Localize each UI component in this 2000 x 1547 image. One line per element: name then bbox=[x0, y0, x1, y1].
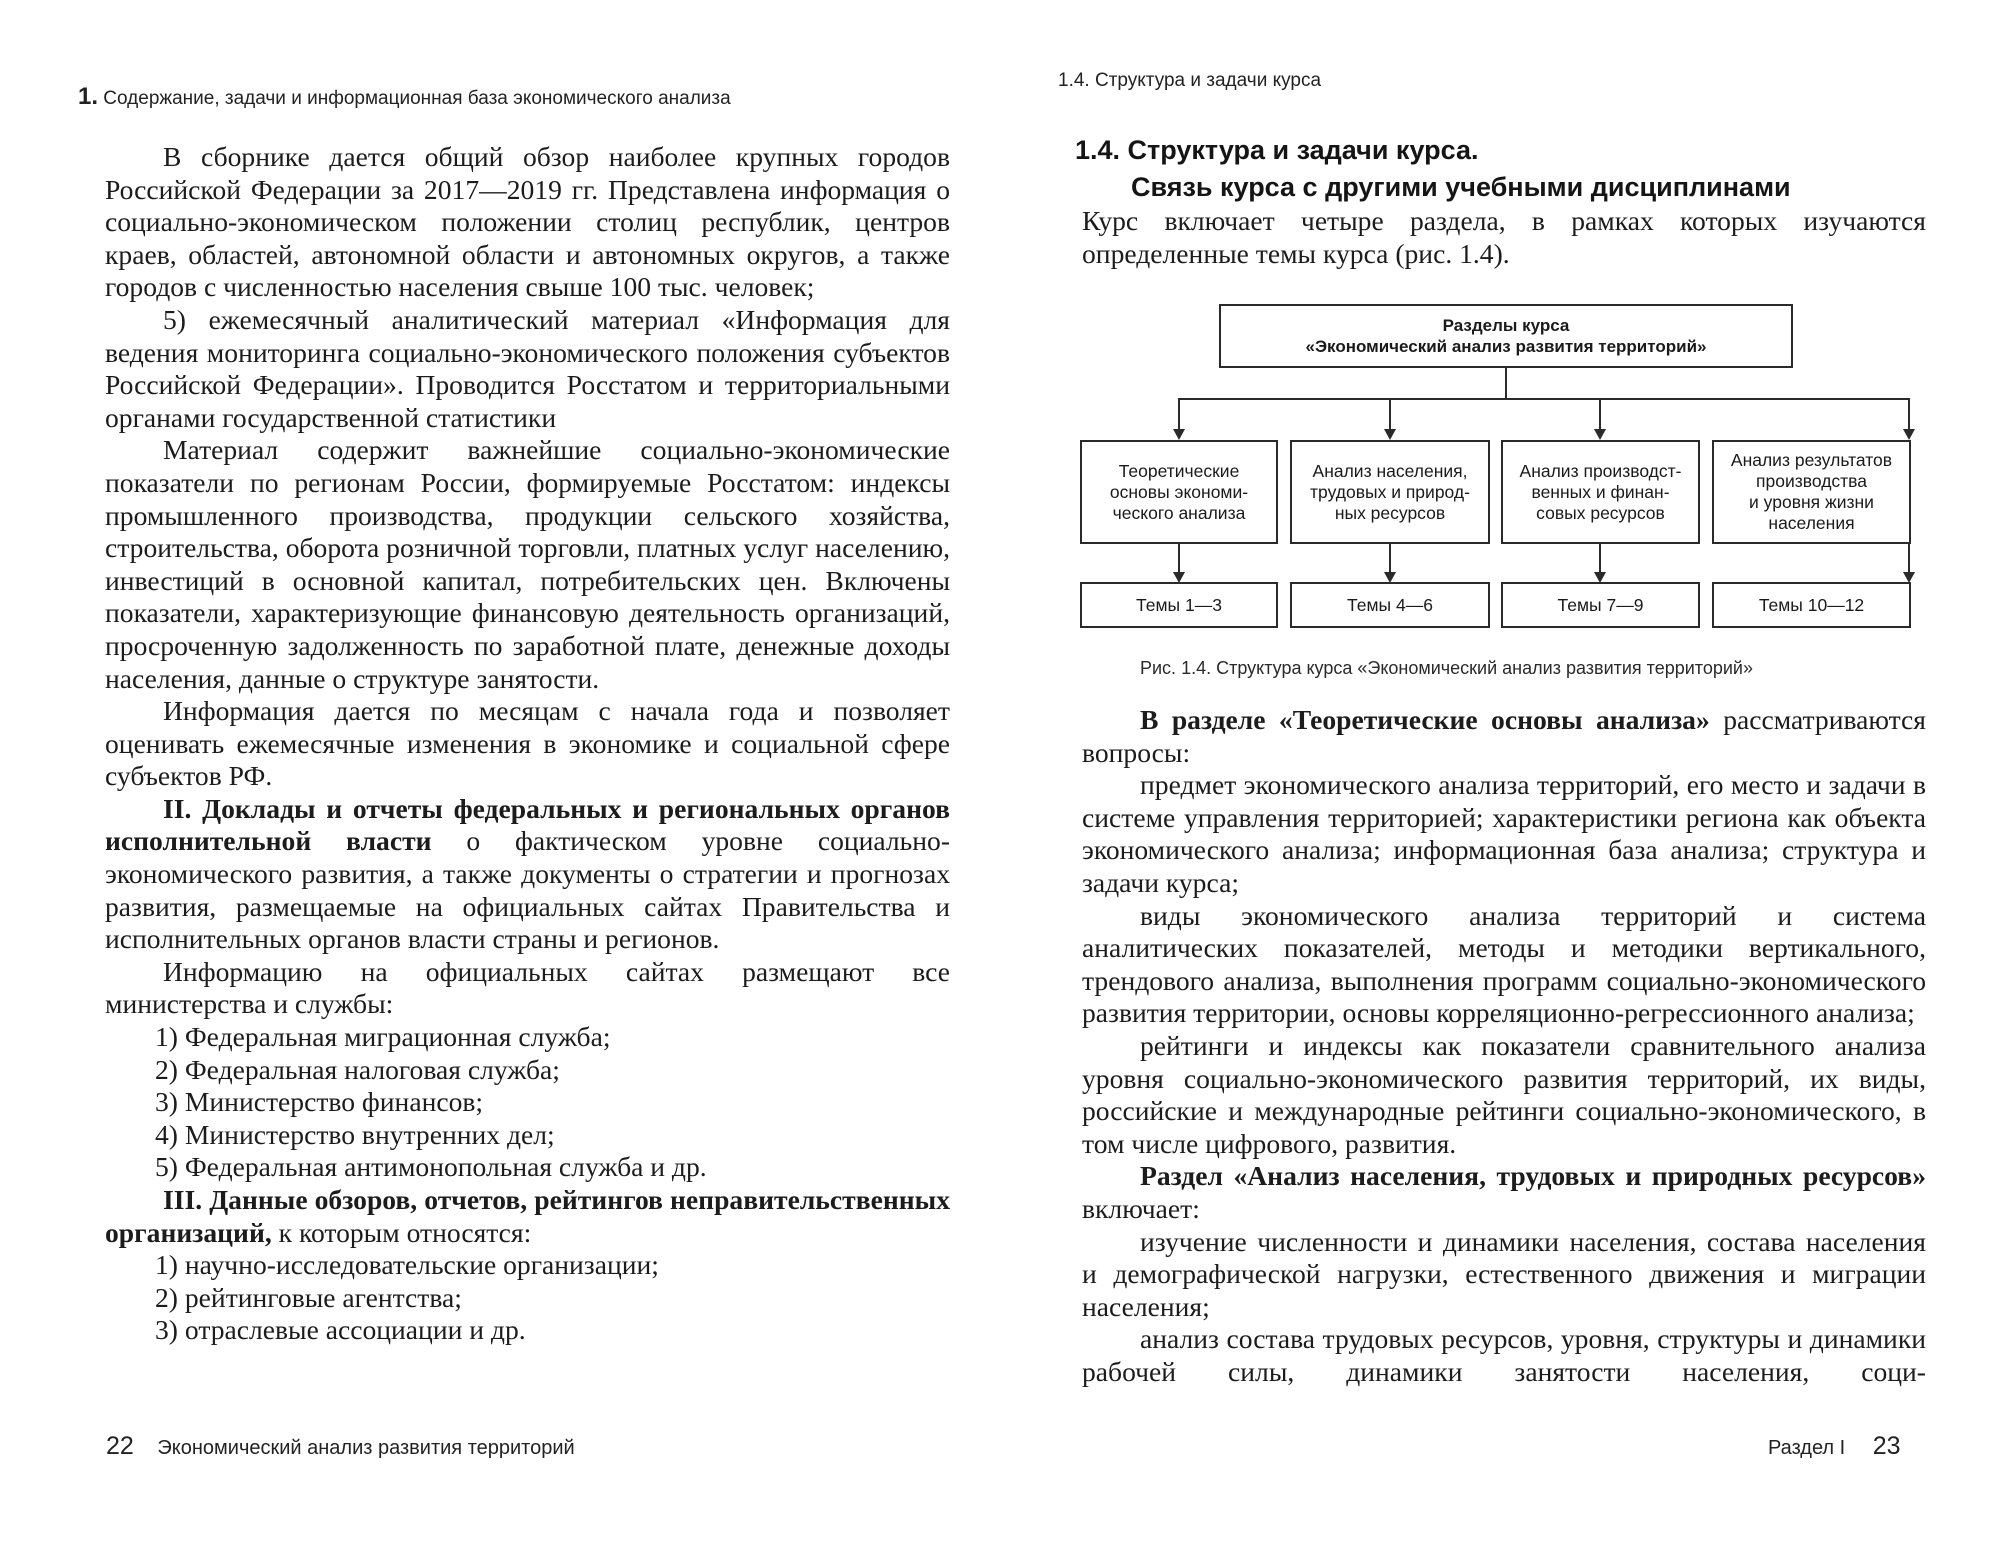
block-2-heading: Раздел «Анализ населения, трудовых и природных ресурсов» bbox=[1140, 1160, 1926, 1192]
arrow-down-icon bbox=[1384, 429, 1396, 440]
paragraph-section-2 bbox=[105, 793, 950, 956]
box-line: ных ресурсов bbox=[1334, 502, 1446, 523]
section-title-line-1: 1.4. Структура и задачи курса. bbox=[1075, 135, 1479, 165]
paragraph: предмет экономического анализа территорий, его место и задачи в системе управления территорией; характеристики региона как объекта экономического анализа; информационная база анализа; структура и задачи курса; bbox=[1082, 769, 1926, 898]
diagram-section-box bbox=[1290, 440, 1490, 544]
box-line: трудовых и природ- bbox=[1310, 481, 1470, 502]
arrow-down-icon bbox=[1594, 429, 1606, 440]
right-body-text bbox=[1082, 704, 1926, 1388]
diagram-topics-box: Темы 7—9 bbox=[1501, 582, 1700, 628]
block-2-text: включает: bbox=[1082, 1192, 1200, 1224]
box-line: населения bbox=[1768, 513, 1855, 533]
connector-line bbox=[1178, 544, 1180, 574]
paragraph: виды экономического анализа территорий и система аналитических показателей, методы и методики вертикального, трендового анализа, выполнения программ социально-экономического развития территории, основы корреляционно-регрессионного анализа; bbox=[1082, 899, 1926, 1029]
box-line: Анализ населения, bbox=[1312, 460, 1468, 481]
list-item: 2) Федеральная налоговая служба; bbox=[155, 1053, 560, 1085]
list-item: 3) отраслевые ассоциации и др. bbox=[155, 1314, 526, 1346]
box-line: производства bbox=[1756, 471, 1867, 491]
diagram-section-box bbox=[1080, 440, 1278, 544]
paragraph: Информация дается по месяцам с начала года и позволяет оценивать ежемесячные изменения в экономике и социальной сфере субъектов РФ. bbox=[105, 695, 950, 792]
paragraph: 5) ежемесячный аналитический материал «Информация для ведения мониторинга социально-экономического положения субъектов Российской Федерации». Проводится Росстатом и территориальными органами государственной статистики bbox=[105, 303, 950, 433]
list-item: 1) научно-исследовательские организации; bbox=[155, 1249, 659, 1281]
list-item: 4) Министерство внутренних дел; bbox=[155, 1118, 555, 1150]
paragraph: В сборнике дается общий обзор наиболее крупных городов Российской Федерации за 2017—2019 гг. Представлена информация о социально-экономическом положении столиц республик, центров краев, областей, автономной области и автономных округов, а также городов с численностью населения свыше 100 тыс. человек; bbox=[105, 141, 950, 303]
arrow-down-icon bbox=[1173, 429, 1185, 440]
page-number: 23 bbox=[1872, 1432, 1901, 1460]
diagram-root-box bbox=[1219, 304, 1793, 368]
page-number: 22 bbox=[106, 1432, 134, 1460]
block-1-text: рассматриваются вопросы: bbox=[1082, 704, 1926, 768]
box-line: Анализ результатов bbox=[1730, 450, 1893, 470]
running-head-chapter-title: Содержание, задачи и информационная база экономического анализа bbox=[103, 88, 731, 109]
figure-caption: Рис. 1.4. Структура курса «Экономический анализ развития территорий» bbox=[1140, 658, 1753, 678]
diagram-root-line-2: «Экономический анализ развития территорий» bbox=[1305, 337, 1707, 356]
box-line: и уровня жизни bbox=[1749, 492, 1874, 512]
part-label: Раздел I bbox=[1768, 1437, 1846, 1459]
book-title: Экономический анализ развития территорий bbox=[157, 1437, 575, 1459]
paragraph: изучение численности и динамики населения, состава населения и демографической нагрузки, естественного движения и миграции населения; bbox=[1082, 1225, 1926, 1322]
paragraph: анализ состава трудовых ресурсов, уровня, структуры и динамики рабочей силы, динамики занятости населения, соци- bbox=[1082, 1323, 1926, 1387]
connector-line bbox=[1505, 368, 1507, 399]
intro-text bbox=[1082, 205, 1926, 270]
box-line: совых ресурсов bbox=[1536, 502, 1665, 523]
left-body-text bbox=[105, 141, 950, 1347]
left-folio bbox=[106, 1432, 575, 1461]
section-3-text: к которым относятся: bbox=[271, 1216, 532, 1248]
section-title bbox=[1075, 132, 1791, 206]
list-item: 2) рейтинговые агентства; bbox=[155, 1281, 462, 1313]
box-line: ческого анализа bbox=[1112, 502, 1246, 523]
paragraph-block-2 bbox=[1082, 1160, 1926, 1225]
right-folio bbox=[1768, 1432, 1901, 1461]
section-2-text: о фактическом уровне социально-экономического развития, а также документы о стратегии и прогнозах развития, размещаемые на официальных сайтах Правительства и исполнительных органов власти страны и регионов. bbox=[105, 825, 951, 955]
diagram-topics-box: Темы 4—6 bbox=[1290, 582, 1490, 628]
list-item: 5) Федеральная антимонопольная служба и др. bbox=[155, 1151, 707, 1183]
connector-line bbox=[1178, 398, 1910, 400]
box-line: Анализ производст- bbox=[1519, 460, 1682, 481]
box-line: венных и финан- bbox=[1531, 481, 1670, 502]
ministries-intro: Информацию на официальных сайтах размещают все министерства и службы: bbox=[105, 955, 950, 1020]
section-title-line-2: Связь курса с другими учебными дисциплинами bbox=[1131, 172, 1791, 202]
paragraph: Материал содержит важнейшие социально-экономические показатели по регионам России, формируемые Росстатом: индексы промышленного производства, продукции сельского хозяйства, строительства, оборота розничной торговли, платных услуг населению, инвестиций в основной капитал, потребительских цен. Включены показатели, характеризующие финансовую деятельность организаций, просроченную задолженность по заработной плате, денежные доходы населения, данные о структуре занятости. bbox=[105, 434, 950, 694]
arrow-down-icon bbox=[1903, 429, 1915, 440]
section-3-heading: III. Данные обзоров, отчетов, рейтингов неправительственных организаций, bbox=[105, 1184, 950, 1248]
connector-line bbox=[1389, 544, 1391, 574]
right-page bbox=[1000, 0, 2000, 1547]
paragraph: рейтинги и индексы как показатели сравнительного анализа уровня социально-экономического развития территорий, их виды, российские и международные рейтинги социально-экономического, в том числе цифрового, развития. bbox=[1082, 1029, 1926, 1159]
connector-line bbox=[1908, 544, 1910, 574]
paragraph-section-3 bbox=[105, 1184, 950, 1249]
diagram-topics-box: Темы 1—3 bbox=[1080, 582, 1278, 628]
intro-paragraph: Курс включает четыре раздела, в рамках которых изучаются определенные темы курса (рис. 1.4). bbox=[1082, 205, 1926, 269]
left-running-head bbox=[78, 83, 731, 111]
diagram-topics-box: Темы 10—12 bbox=[1712, 582, 1911, 628]
list-item: 1) Федеральная миграционная служба; bbox=[155, 1021, 611, 1053]
paragraph-block-1 bbox=[1082, 704, 1926, 769]
diagram-section-box bbox=[1712, 440, 1911, 544]
connector-line bbox=[1178, 398, 1180, 431]
box-line: основы экономи- bbox=[1109, 481, 1249, 502]
diagram-root-line-1: Разделы курса bbox=[1442, 316, 1570, 335]
connector-line bbox=[1599, 544, 1601, 574]
box-line: Теоретические bbox=[1118, 460, 1240, 481]
connector-line bbox=[1389, 398, 1391, 431]
section-2-heading: II. Доклады и отчеты федеральных и региональных органов исполнительной власти bbox=[105, 792, 950, 857]
connector-line bbox=[1908, 398, 1910, 431]
right-running-head: 1.4. Структура и задачи курса bbox=[1058, 70, 1322, 91]
block-1-heading: В разделе «Теоретические основы анализа» bbox=[1140, 704, 1710, 735]
diagram-section-box bbox=[1501, 440, 1700, 544]
list-item: 3) Министерство финансов; bbox=[155, 1086, 484, 1118]
connector-line bbox=[1599, 398, 1601, 431]
running-head-chapter-number: 1. bbox=[78, 83, 99, 110]
